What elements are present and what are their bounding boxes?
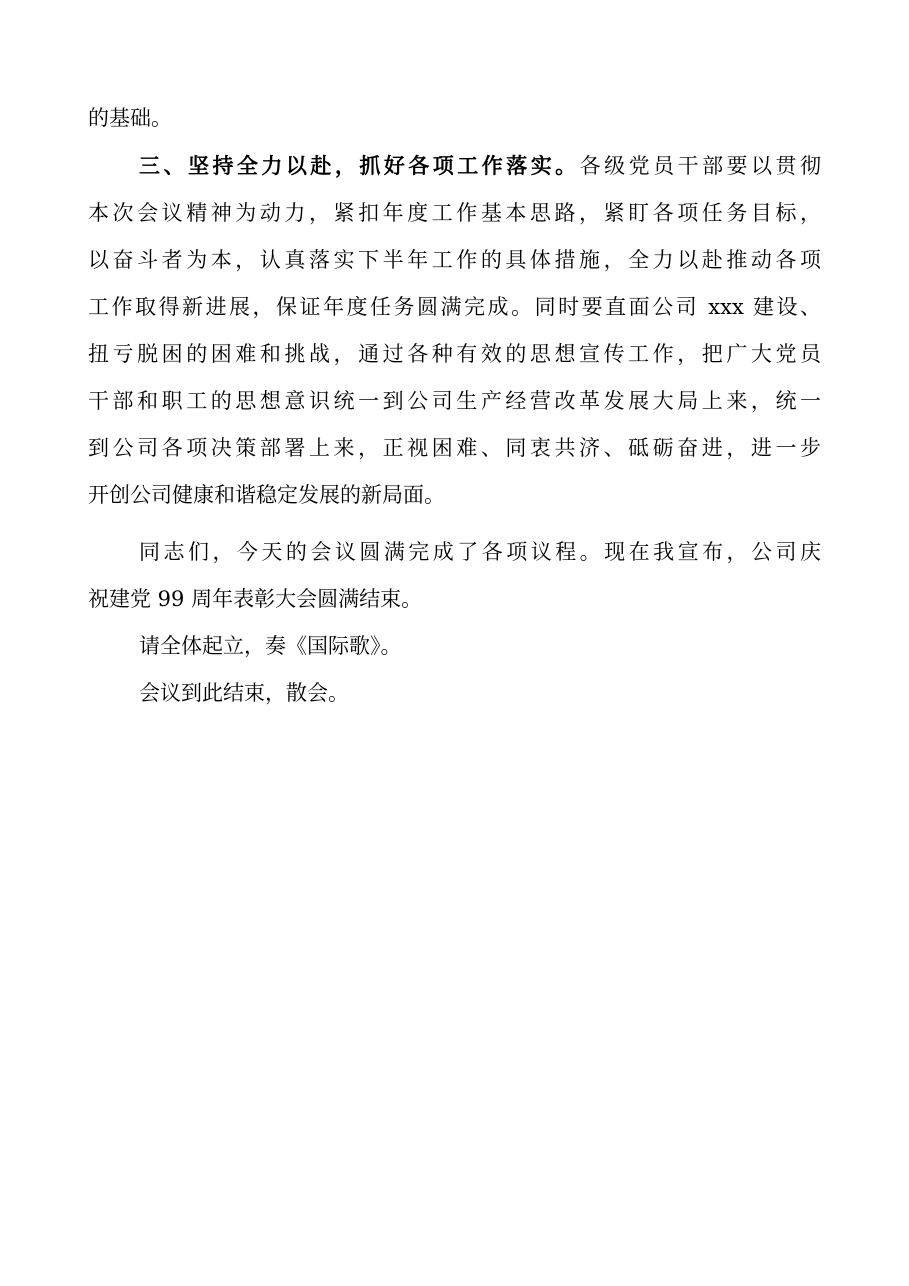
section-3-line: 开创公司健康和谐稳定发展的新局面。: [88, 483, 445, 507]
section-3-line: 各级党员干部要以贯彻: [579, 154, 822, 178]
closing-line: 同志们，今天的会议圆满完成了各项议程。现在我宣布，公司庆: [139, 540, 821, 564]
section-3-heading: 三、坚持全力以赴，抓好各项工作落实。: [139, 153, 580, 178]
section-3-line: 本次会议精神为动力，紧扣年度工作基本思路，紧盯各项任务目标，: [88, 201, 821, 225]
section-3-line: 到公司各项决策部署上来，正视困难、同衷共济、砥砺奋进，进一步: [88, 436, 821, 460]
section-3-line: 以奋斗者为本，认真落实下半年工作的具体措施，全力以赴推动各项: [88, 248, 821, 272]
anthem-line: 请全体起立，奏《国际歌》。: [139, 634, 402, 658]
section-3-first-line: [139, 152, 821, 180]
paragraph-tail: 的基础。: [88, 106, 172, 130]
section-3-line: 扭亏脱困的困难和挑战，通过各种有效的思想宣传工作，把广大党员: [88, 342, 821, 366]
section-3-line: 干部和职工的思想意识统一到公司生产经营改革发展大局上来，统一: [88, 389, 821, 413]
end-line: 会议到此结束，散会。: [139, 681, 349, 705]
closing-line: 祝建党 99 周年表彰大会圆满结束。: [88, 587, 423, 611]
section-3-line: 工作取得新进展，保证年度任务圆满完成。同时要直面公司 xxx 建设、: [88, 295, 821, 319]
